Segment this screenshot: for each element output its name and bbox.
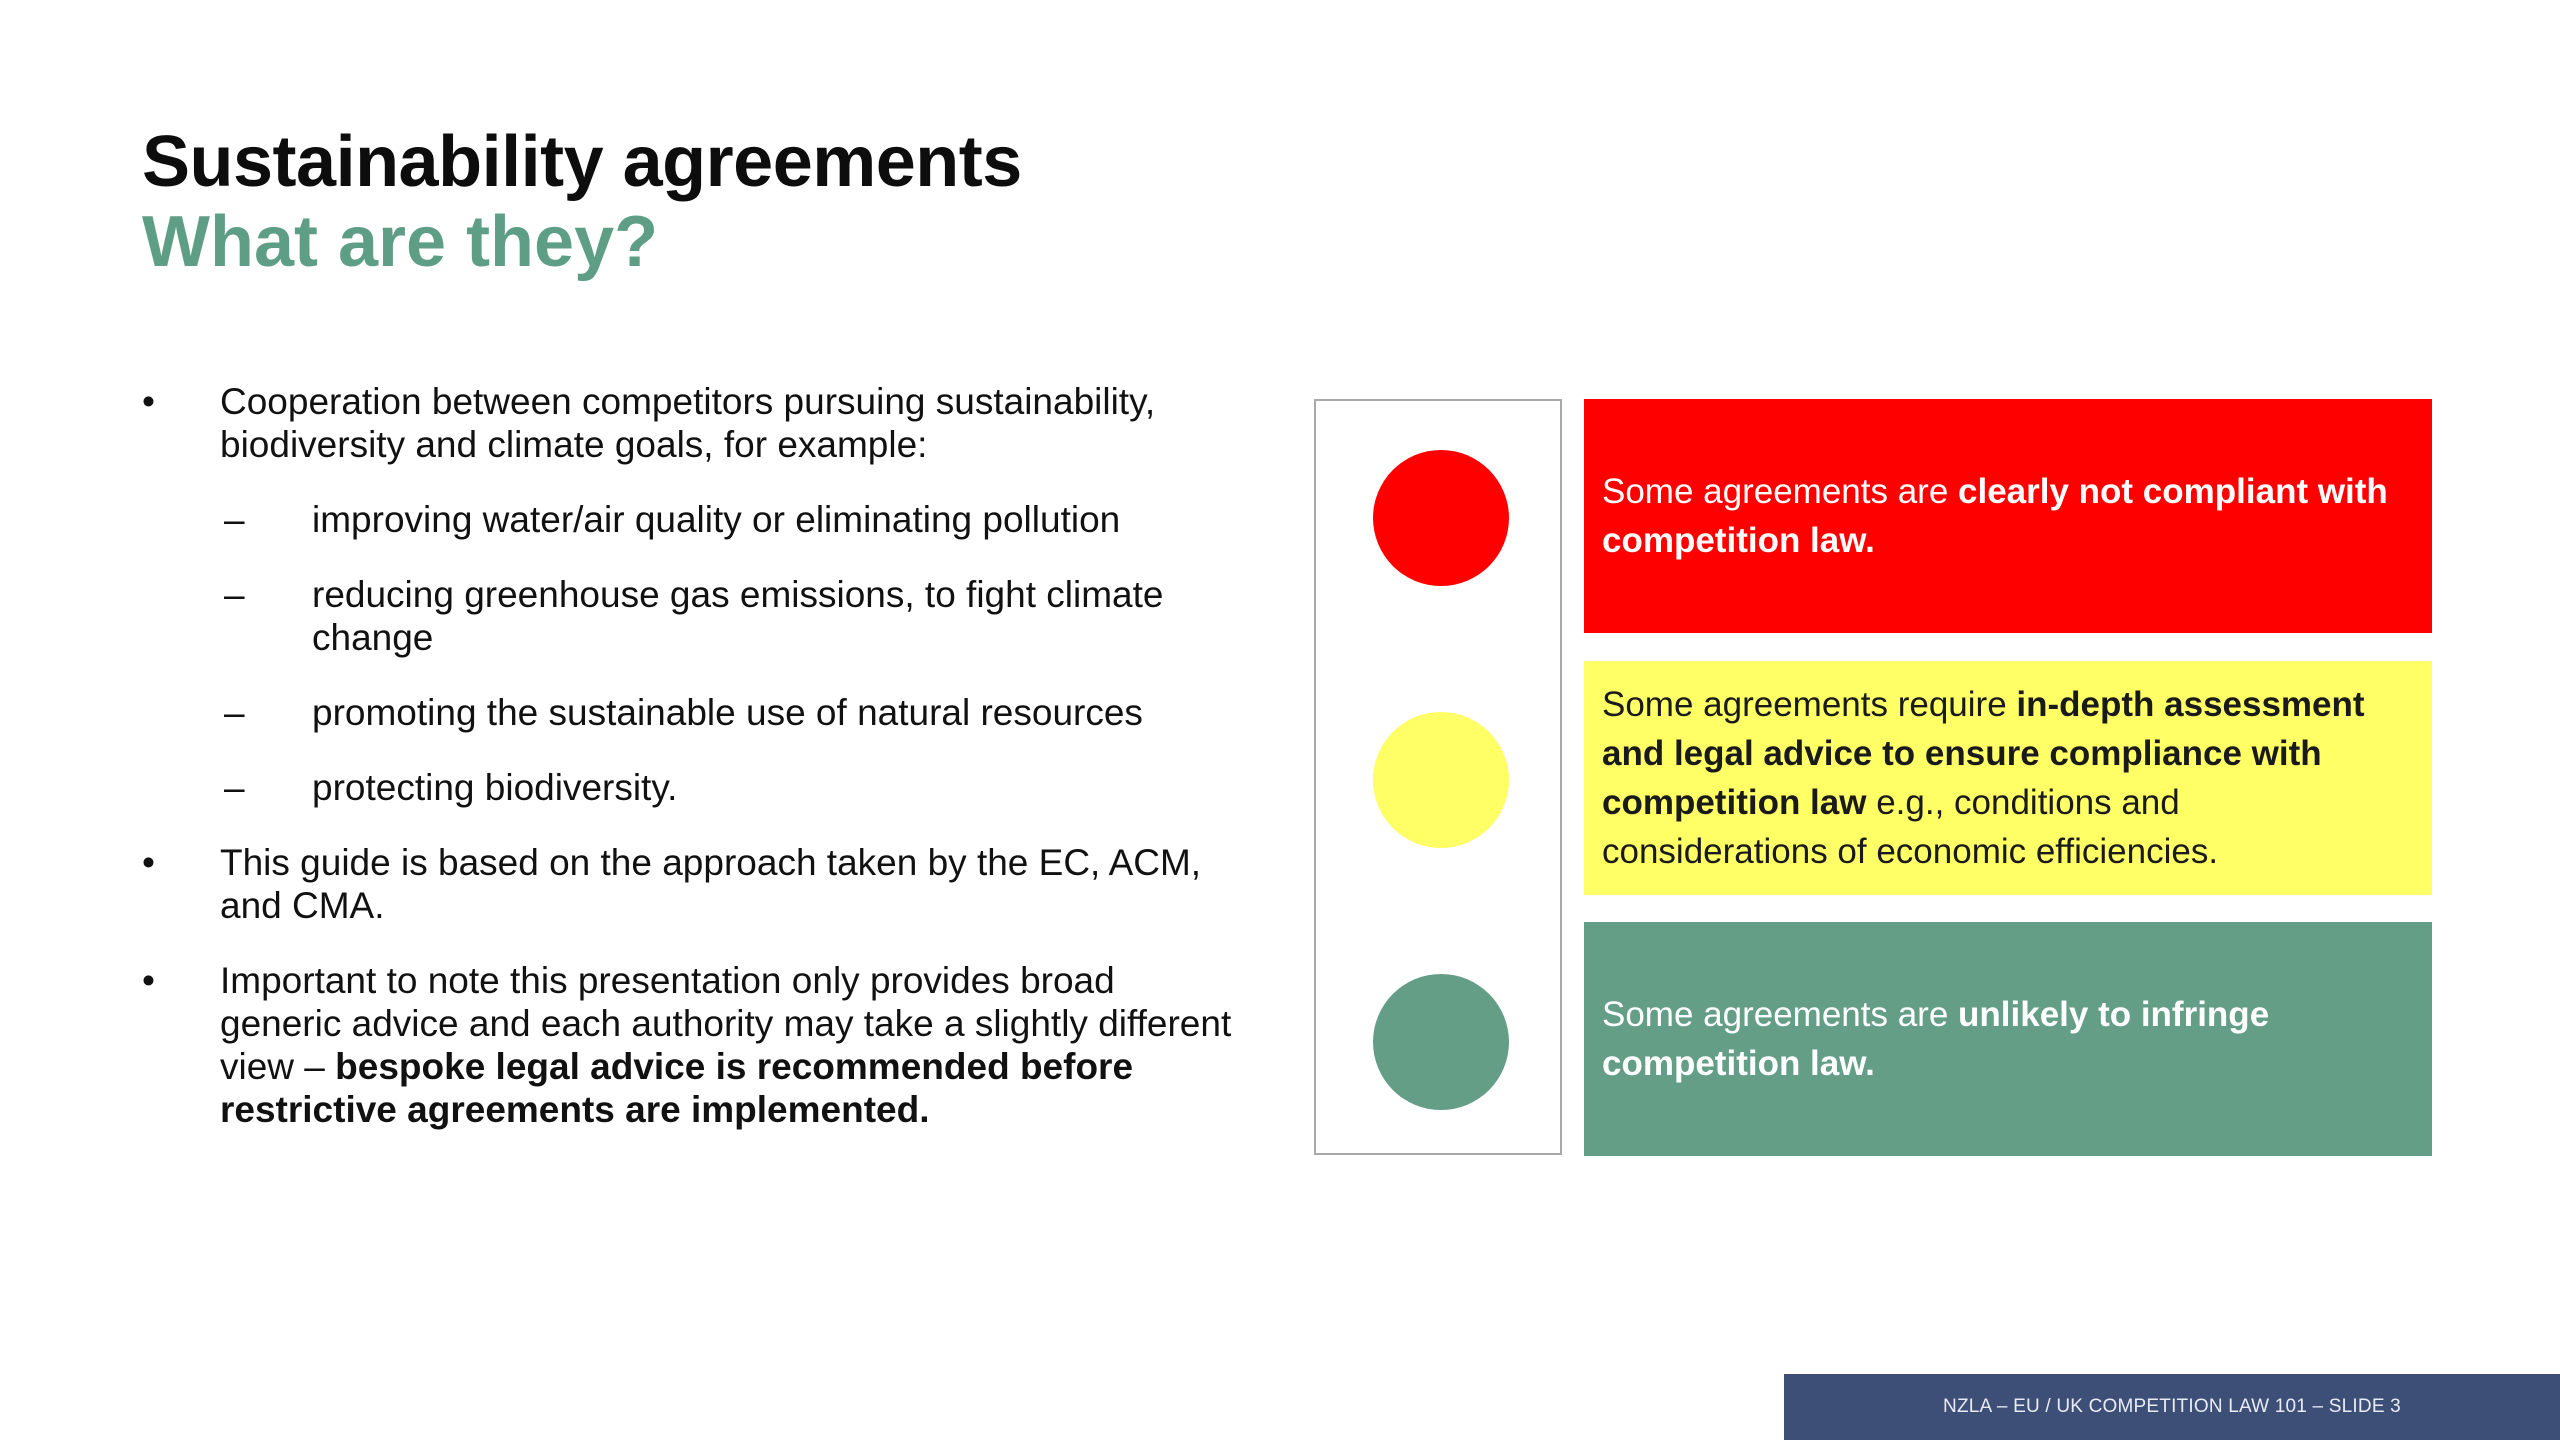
bullet-item bbox=[142, 380, 1242, 466]
bullet-text: This guide is based on the approach taken by the EC, ACM, and CMA. bbox=[220, 842, 1202, 926]
dash-marker: – bbox=[224, 767, 245, 808]
sub-bullet-text: promoting the sustainable use of natural resources bbox=[312, 692, 1143, 733]
red-light-icon bbox=[1373, 450, 1509, 586]
yellow-light-icon bbox=[1373, 712, 1509, 848]
slide-title: Sustainability agreements bbox=[142, 122, 1022, 202]
green-category-box bbox=[1584, 922, 2432, 1156]
sub-bullet-item bbox=[142, 691, 1242, 734]
sub-bullet-text: improving water/air quality or eliminating pollution bbox=[312, 499, 1121, 540]
bullet-item bbox=[142, 841, 1242, 927]
slide-subtitle: What are they? bbox=[142, 202, 659, 282]
footer-text: NZLA – EU / UK COMPETITION LAW 101 – SLIDE 3 bbox=[1943, 1396, 2401, 1417]
red-text-plain: Some agreements are bbox=[1602, 472, 1959, 511]
green-text-bold: unlikely to infringe competition law. bbox=[1602, 995, 2270, 1083]
yellow-text-bold: in-depth assessment and legal advice to ensure compliance with competition law bbox=[1602, 685, 2365, 822]
bullet-item bbox=[142, 959, 1242, 1131]
yellow-text-tail: e.g., conditions and considerations of economic efficiencies. bbox=[1602, 783, 2219, 871]
sub-bullet-item bbox=[142, 573, 1242, 659]
red-text-bold: clearly not compliant with competition law. bbox=[1602, 472, 2388, 560]
bullet-marker: • bbox=[142, 842, 155, 883]
bullet-text bbox=[220, 959, 1242, 1131]
bullet-marker: • bbox=[142, 381, 155, 422]
green-text-plain: Some agreements are bbox=[1602, 995, 1959, 1034]
sub-bullet-text: protecting biodiversity. bbox=[312, 767, 678, 808]
bullet-text: Cooperation between competitors pursuing sustainability, biodiversity and climate goals, for example: bbox=[220, 381, 1156, 465]
yellow-text-plain: Some agreements require bbox=[1602, 685, 2017, 724]
traffic-light bbox=[1314, 399, 1562, 1155]
sub-bullet-item bbox=[142, 498, 1242, 541]
footer-bar bbox=[1784, 1374, 2560, 1440]
sub-bullet-item bbox=[142, 766, 1242, 809]
green-light-icon bbox=[1373, 974, 1509, 1110]
sub-bullet-text: reducing greenhouse gas emissions, to fight climate change bbox=[312, 574, 1164, 658]
dash-marker: – bbox=[224, 574, 245, 615]
red-category-text bbox=[1602, 467, 2412, 565]
bullet-marker: • bbox=[142, 960, 155, 1001]
bullet-list bbox=[142, 380, 1242, 1163]
dash-marker: – bbox=[224, 499, 245, 540]
green-category-text bbox=[1602, 990, 2412, 1088]
yellow-category-box bbox=[1584, 661, 2432, 895]
dash-marker: – bbox=[224, 692, 245, 733]
bullet-text-bold: bespoke legal advice is recommended before restrictive agreements are implemented. bbox=[220, 1046, 1134, 1130]
bullet-text-plain: Important to note this presentation only provides broad generic advice and each authority may take a slightly different view – bbox=[220, 960, 1232, 1087]
yellow-category-text bbox=[1602, 680, 2412, 876]
red-category-box bbox=[1584, 399, 2432, 633]
